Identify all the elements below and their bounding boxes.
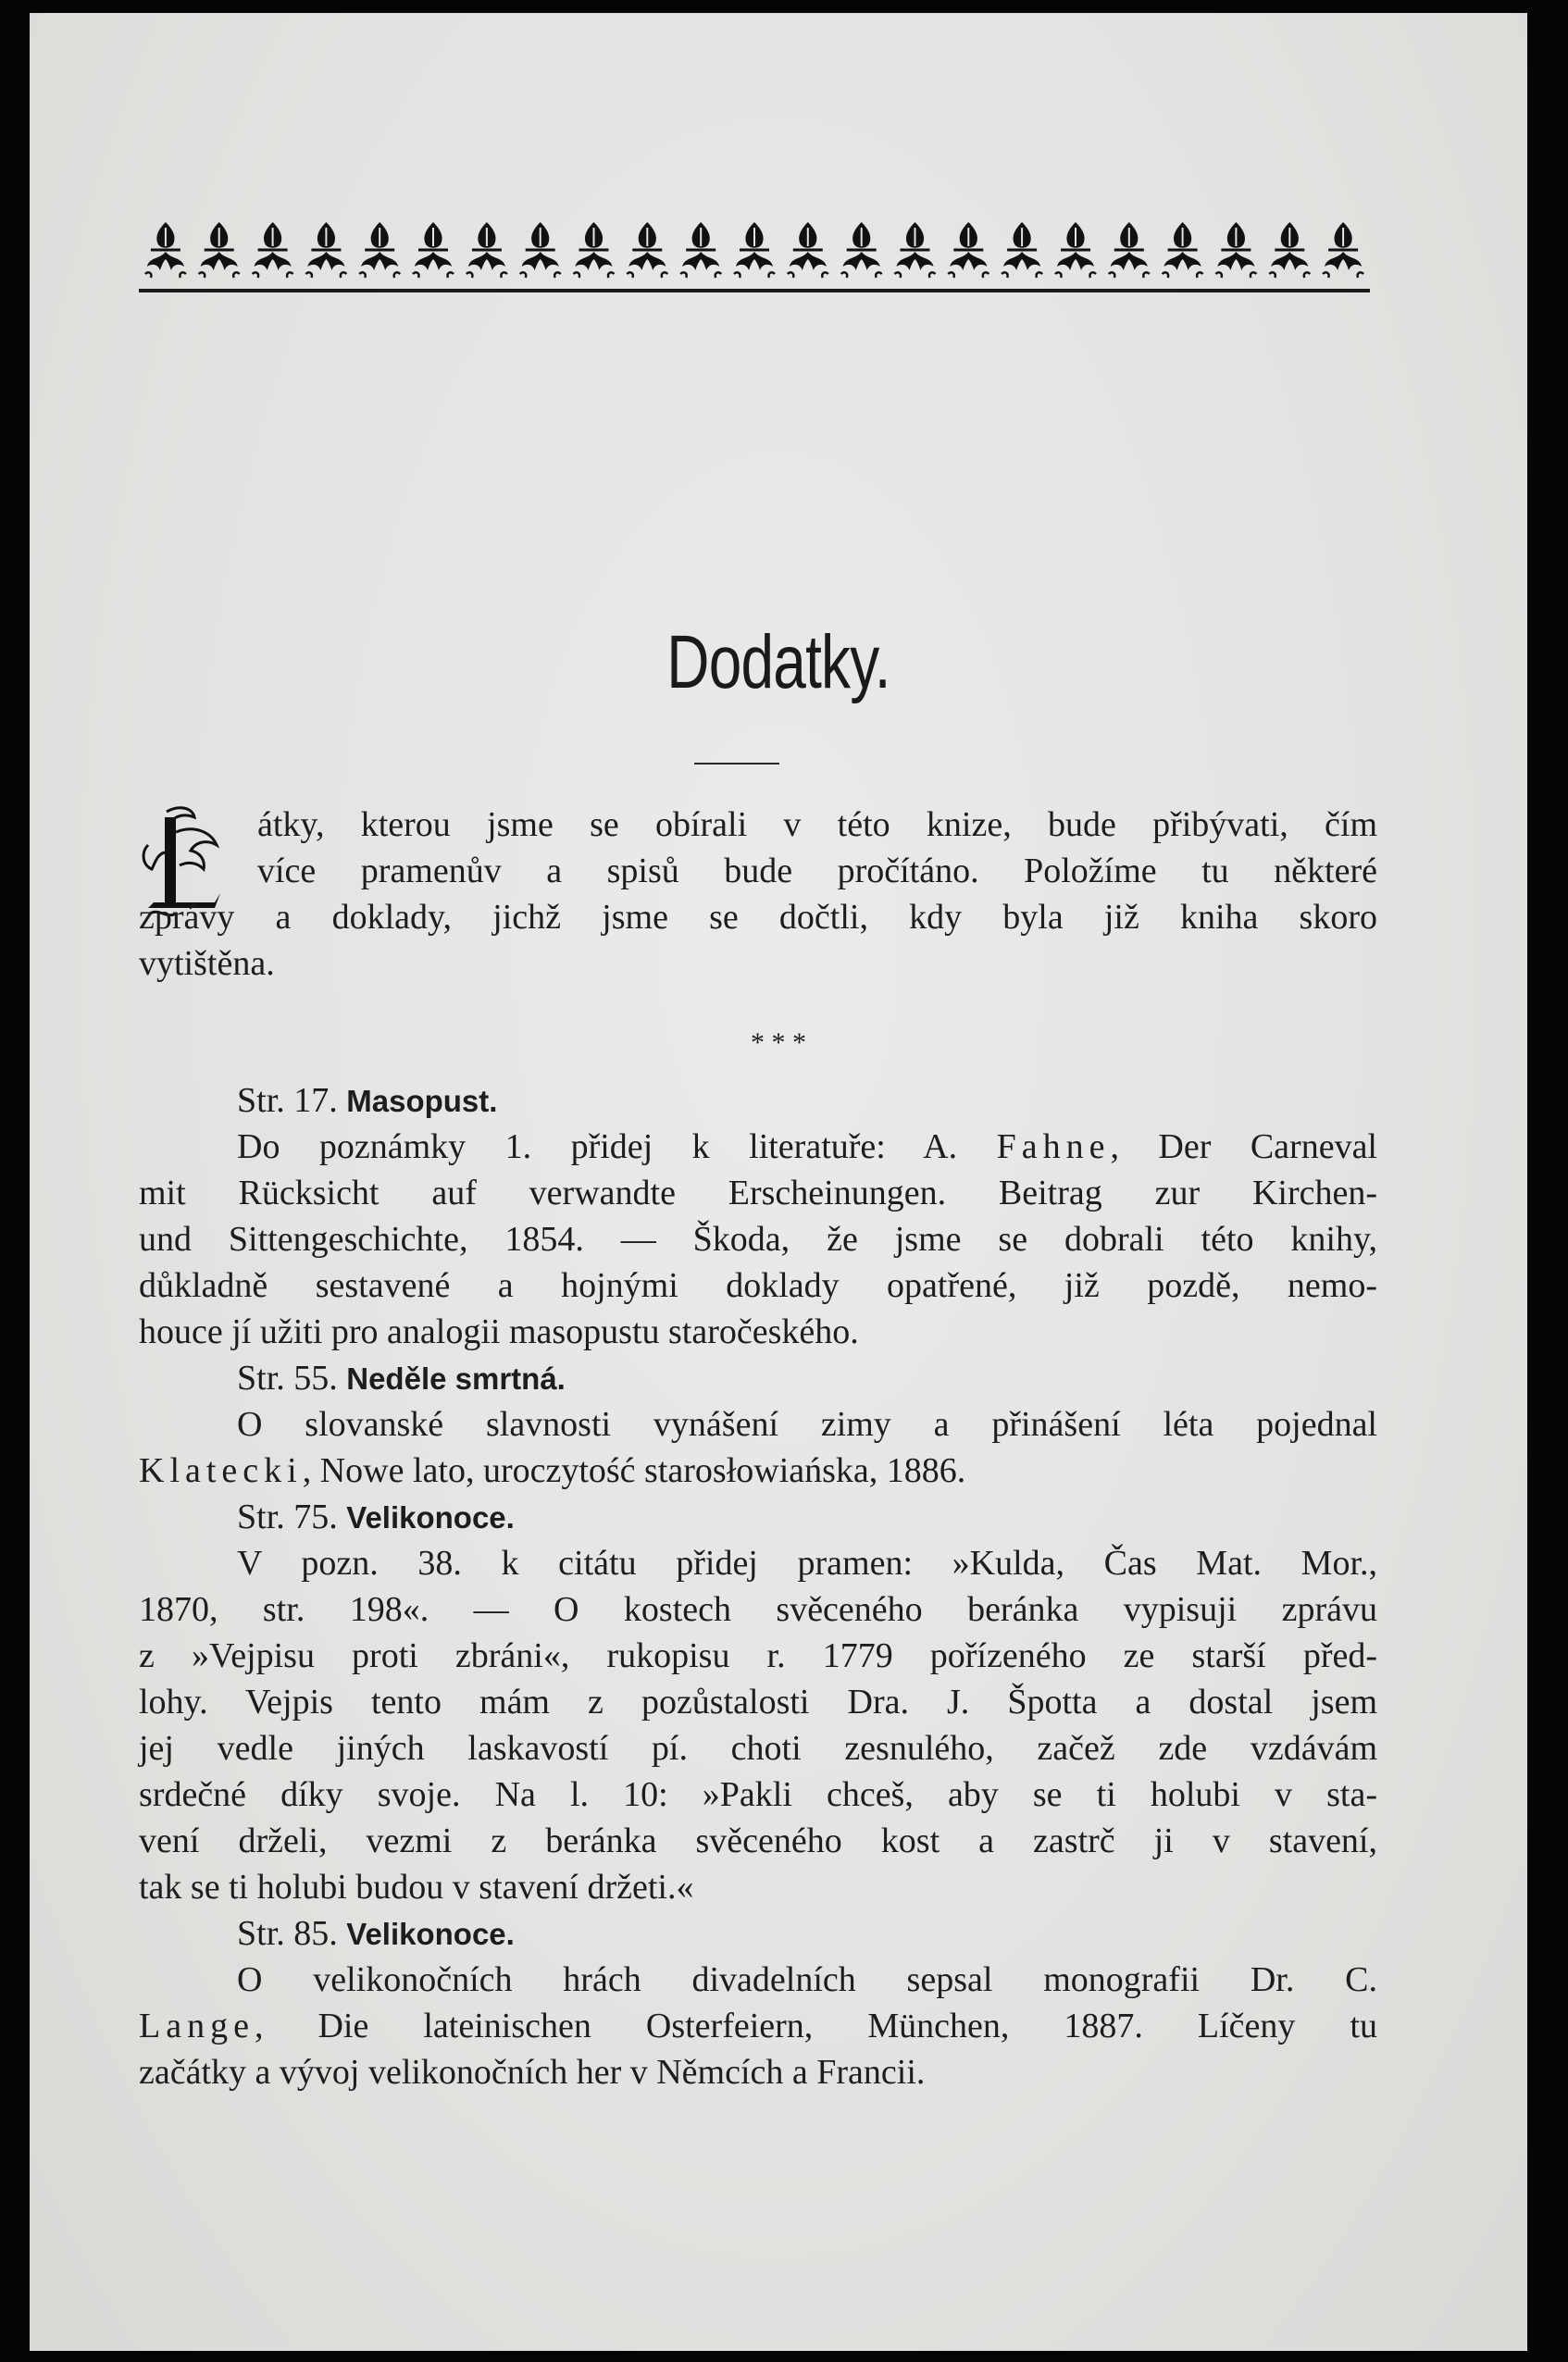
addenda-sections (139, 1077, 1377, 2095)
section-heading (139, 1355, 1377, 1401)
section-line: jej vedle jiných laskavostí pí. choti zesnulého, začež zde vzdávám (139, 1729, 1377, 1768)
section-line: O slovanské slavnosti vynášení zimy a přinášení léta pojednal (237, 1405, 1377, 1444)
section-title: Neděle smrtná. (346, 1361, 566, 1396)
section-line: mit Rücksicht auf verwandte Erscheinungen. Beitrag zur Kirchen- (139, 1174, 1377, 1212)
page-title: Dodatky. (666, 620, 890, 704)
section-line: vení drželi, vezmi z beránka svěceného kost a zastrč ji v stavení, (139, 1821, 1377, 1860)
section-ref: Str. 55. (237, 1359, 347, 1398)
fleuron-icon (895, 222, 936, 278)
section-line: O velikonočních hrách divadelních sepsal monografii Dr. C. (237, 1960, 1377, 1999)
section-heading (139, 1910, 1377, 1957)
section-line: z »Vejpisu proti zbráni«, rukopisu r. 1779 pořízeného ze starší před- (139, 1636, 1377, 1675)
section-line: und Sittengeschichte, 1854. — Škoda, že jsme se dobrali této knihy, (139, 1220, 1377, 1259)
section-line: houce jí užiti pro analogii masopustu staročeského. (139, 1312, 859, 1351)
section-ref: Str. 17. (237, 1081, 347, 1120)
header-rule (139, 289, 1370, 292)
author-name: Klatecki (139, 1451, 303, 1490)
intro-line: vytištěna. (139, 944, 275, 983)
section-line: tak se ti holubi budou v stavení držeti.« (139, 1868, 694, 1907)
author-name: Lange (139, 2007, 255, 2045)
fleuron-icon (788, 222, 828, 278)
section-line: Do poznámky 1. přidej k literatuře: A. Fahne, Der Carneval (237, 1127, 1377, 1166)
fleuron-icon (841, 222, 882, 278)
intro-line: átky, kterou jsme se obírali v této knize, bude přibývati, čím (257, 805, 1377, 844)
fleuron-icon (253, 222, 293, 278)
section-ref: Str. 75. (237, 1498, 347, 1536)
fleuron-icon (574, 222, 615, 278)
intro-paragraph (139, 802, 1377, 987)
section-title: Masopust. (346, 1084, 498, 1118)
fleuron-icon (1163, 222, 1203, 278)
section-line: 1870, str. 198«. — O kostech svěceného beránka vypisuji zprávu (139, 1590, 1377, 1629)
fleuron-icon (680, 222, 721, 278)
fleuron-icon (520, 222, 561, 278)
fleuron-icon (627, 222, 667, 278)
ornament-band (139, 215, 1370, 298)
intro-line: zprávy a doklady, jichž jsme se dočtli, kdy byla již kniha skoro (139, 898, 1377, 937)
fleuron-icon (1002, 222, 1042, 278)
section-line: V pozn. 38. k citátu přidej pramen: »Kulda, Čas Mat. Mor., (237, 1544, 1377, 1583)
fleuron-icon (467, 222, 507, 278)
section-heading (139, 1077, 1377, 1124)
section-title: Velikonoce. (346, 1500, 515, 1535)
fleuron-icon (1055, 222, 1096, 278)
section-line: lohy. Vejpis tento mám z pozůstalosti Dra. J. Špotta a dostal jsem (139, 1683, 1377, 1722)
book-page (30, 13, 1527, 2351)
fleuron-icon (1323, 222, 1363, 278)
section-line: srdečné díky svoje. Na l. 10: »Pakli chceš, aby se ti holubi v sta- (139, 1775, 1377, 1814)
title-rule (694, 763, 779, 765)
section-line: Lange, Die lateinischen Osterfeiern, München, 1887. Líčeny tu (139, 2007, 1377, 2045)
section-ref: Str. 85. (237, 1914, 347, 1953)
fleuron-icon (1269, 222, 1310, 278)
fleuron-icon (359, 222, 400, 278)
section-heading (139, 1494, 1377, 1540)
fleuron-icon (1215, 222, 1256, 278)
fleuron-icon (413, 222, 454, 278)
section-line: Klatecki, Nowe lato, uroczytość starosłowiańska, 1886. (139, 1451, 966, 1490)
section-stars: * * * (751, 1027, 806, 1058)
fleuron-icon (199, 222, 240, 278)
fleuron-icon (734, 222, 775, 278)
fleuron-icon (1109, 222, 1150, 278)
fleuron-icon (305, 222, 346, 278)
section-title: Velikonoce. (346, 1917, 515, 1951)
section-line: začátky a vývoj velikonočních her v Němcích a Francii. (139, 2053, 926, 2092)
author-name: Fahne (996, 1127, 1111, 1166)
fleuron-icon (948, 222, 989, 278)
fleuron-row-icon (139, 215, 1370, 291)
intro-line: více pramenův a spisů bude pročítáno. Položíme tu některé (257, 852, 1377, 890)
section-line: důkladně sestavené a hojnými doklady opatřené, již pozdě, nemo- (139, 1266, 1377, 1305)
fleuron-icon (145, 222, 186, 278)
